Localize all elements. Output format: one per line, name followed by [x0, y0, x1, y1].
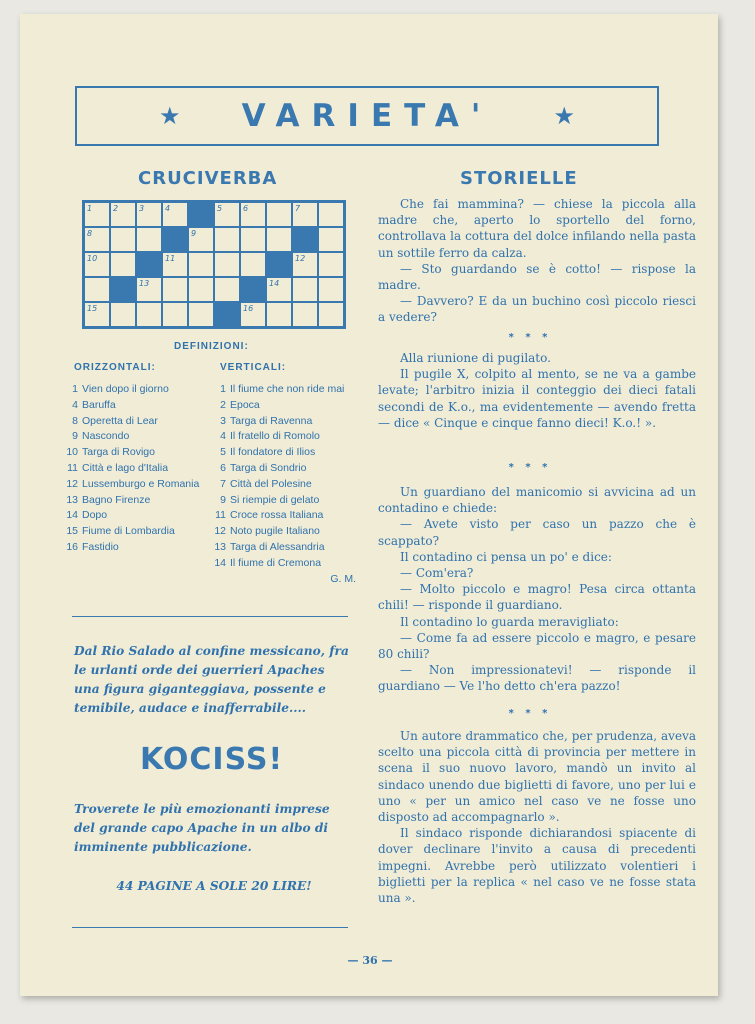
definition-number: 13 — [66, 493, 78, 506]
definition-number: 12 — [214, 525, 226, 538]
definition-item — [208, 477, 358, 493]
definition-item — [60, 414, 210, 430]
crossword-cell-number: 15 — [87, 304, 98, 313]
definition-number: 16 — [66, 540, 78, 553]
definition-text: Nascondo — [82, 430, 130, 443]
crossword-black-cell — [136, 252, 162, 277]
crossword-cell — [84, 302, 110, 327]
crossword-cell-number: 7 — [295, 204, 301, 213]
definition-number: 15 — [66, 525, 78, 538]
star-left-icon: ★ — [159, 102, 181, 130]
crossword-cell — [266, 202, 292, 227]
definition-text: Targa di Rovigo — [82, 446, 155, 459]
divider-bottom — [72, 927, 348, 928]
crossword-cell-number: 13 — [139, 279, 150, 288]
definition-text: Bagno Firenze — [82, 493, 151, 506]
definition-item — [60, 461, 210, 477]
crossword-cell — [84, 202, 110, 227]
crossword-cell — [318, 277, 344, 302]
definition-text: Croce rossa Italiana — [230, 509, 324, 522]
divider-top — [72, 616, 348, 617]
page-title: VARIETA' — [241, 98, 493, 134]
story-paragraph: Il contadino ci pensa un po' e dice: — [400, 549, 612, 564]
crossword-cell — [136, 302, 162, 327]
definition-item — [208, 461, 358, 477]
crossword-black-cell — [162, 227, 188, 252]
crossword-cell-number: 11 — [165, 254, 176, 263]
stories-title: STORIELLE — [460, 168, 578, 189]
story-4 — [378, 728, 696, 906]
vertical-heading: VERTICALI: — [220, 362, 287, 373]
definition-number: 7 — [220, 477, 226, 490]
crossword-cell — [318, 302, 344, 327]
crossword-black-cell — [110, 277, 136, 302]
crossword-cell — [240, 202, 266, 227]
ad-headline: KOCISS! — [140, 742, 284, 777]
definition-item — [208, 382, 358, 398]
crossword-cell — [188, 302, 214, 327]
crossword-cell — [110, 227, 136, 252]
story-paragraph: — Sto guardando se è cotto! — rispose la madre. — [378, 261, 696, 293]
crossword-cell — [266, 302, 292, 327]
crossword-cell-number: 1 — [87, 204, 93, 213]
crossword-cell — [240, 227, 266, 252]
crossword-cell — [240, 252, 266, 277]
story-paragraph: — Non impressionatevi! — risponde il guardiano — Ve l'ho detto ch'era pazzo! — [378, 663, 696, 694]
definition-item — [60, 429, 210, 445]
story-paragraph: Che fai mammina? — chiese la piccola alla madre che, aperto lo sportello del forno, controllava la cottura del dolce infilando nella pasta un sottile ferro da calza. — [378, 197, 696, 260]
crossword-cell-number: 3 — [139, 204, 145, 213]
crossword-cell — [318, 202, 344, 227]
crossword-cell — [214, 202, 240, 227]
definition-text: Il fiume di Cremona — [230, 556, 322, 569]
definition-item — [208, 398, 358, 414]
definition-text: Città e lago d'Italia — [82, 461, 169, 474]
crossword-cell — [292, 277, 318, 302]
crossword-cell-number: 5 — [217, 204, 223, 213]
definition-number: 2 — [220, 398, 226, 411]
story-1 — [378, 196, 696, 326]
vertical-definitions — [208, 382, 358, 587]
definition-text: Il fratello di Romolo — [230, 430, 320, 443]
story-paragraph: — Molto piccolo e magro! Pesa circa ottanta chili! — risponde il guardiano. — [378, 582, 696, 613]
crossword-cell — [188, 277, 214, 302]
crossword-cell — [110, 302, 136, 327]
definition-number: 9 — [72, 430, 78, 443]
crossword-cell — [240, 302, 266, 327]
definition-number: 13 — [214, 540, 226, 553]
story-paragraph: — Avete visto per caso un pazzo che è scappato? — [378, 517, 696, 548]
crossword-cell — [266, 227, 292, 252]
definition-number: 3 — [220, 414, 226, 427]
definition-item — [208, 508, 358, 524]
definition-item — [60, 493, 210, 509]
story-paragraph: Il pugile X, colpito al mento, se ne va a gambe levate; l'arbitro inizia il conteggio dei dieci fatali secondi de K.o., ma evidentemente — avendo fretta — dice « Cinque e cinque fanno dieci! K.o.! ». — [378, 367, 696, 430]
definition-text: Dopo — [82, 509, 108, 522]
crossword-cell — [214, 252, 240, 277]
crossword-cell-number: 9 — [191, 229, 197, 238]
definition-item — [60, 540, 210, 556]
story-paragraph: Un guardiano del manicomio si avvicina ad un contadino e chiede: — [378, 485, 696, 516]
definition-text: Targa di Sondrio — [230, 461, 307, 474]
story-paragraph: Un autore drammatico che, per prudenza, aveva scelto una piccola città di provincia per mettere in scena il suo nuovo lavoro, mandò un invito al sindaco unendo due biglietti di favore, uno per lui e uno « per un amico nel caso ve ne fosse uno disposto ad accompagnarlo ». — [378, 729, 696, 825]
crossword-cell — [162, 277, 188, 302]
crossword-cell-number: 10 — [87, 254, 98, 263]
definition-text: Fastidio — [82, 540, 119, 553]
definition-number: 14 — [214, 556, 226, 569]
definition-item — [208, 414, 358, 430]
definitions-heading: DEFINIZIONI: — [174, 341, 249, 352]
crossword-cell — [136, 227, 162, 252]
definition-text: Il fondatore di Ilios — [230, 446, 316, 459]
definition-item — [60, 477, 210, 493]
definition-text: Fiume di Lombardia — [82, 525, 175, 538]
definition-item — [60, 382, 210, 398]
crossword-cell — [110, 252, 136, 277]
crossword-cell — [214, 227, 240, 252]
definition-number: 11 — [215, 509, 226, 522]
crossword-title: CRUCIVERBA — [138, 168, 278, 189]
story-2 — [378, 350, 696, 431]
definition-item — [208, 445, 358, 461]
crossword-black-cell — [188, 202, 214, 227]
definition-number: 9 — [220, 493, 226, 506]
crossword-black-cell — [266, 252, 292, 277]
crossword-cell — [84, 252, 110, 277]
definition-number: 4 — [72, 398, 78, 411]
definition-text: Lussemburgo e Romania — [82, 477, 200, 490]
story-paragraph: Il contadino lo guarda meravigliato: — [400, 614, 619, 629]
crossword-cell — [292, 252, 318, 277]
definition-number: 6 — [220, 461, 226, 474]
definition-item — [208, 524, 358, 540]
definition-item — [60, 445, 210, 461]
definition-item — [208, 429, 358, 445]
definition-item — [208, 556, 358, 572]
horizontal-heading: ORIZZONTALI: — [74, 362, 156, 373]
crossword-cell — [162, 202, 188, 227]
page-number: — 36 — — [347, 954, 393, 967]
definition-text: Città del Polesine — [230, 477, 312, 490]
crossword-cell — [214, 277, 240, 302]
ad-intro: Dal Rio Salado al confine messicano, fra le urlanti orde dei guerrieri Apaches una figura giganteggiava, possente e temibile, audace e inafferrabile.... — [74, 644, 349, 715]
separator-2: * * * — [508, 462, 552, 473]
definition-text: Epoca — [230, 398, 260, 411]
definition-item — [60, 508, 210, 524]
definition-text: Targa di Alessandria — [230, 540, 325, 553]
crossword-cell — [84, 227, 110, 252]
definition-text: Targa di Ravenna — [230, 414, 313, 427]
crossword-cell-number: 16 — [243, 304, 254, 313]
definition-text: Operetta di Lear — [82, 414, 158, 427]
crossword-black-cell — [240, 277, 266, 302]
crossword-cell-number: 2 — [113, 204, 119, 213]
crossword-cell — [318, 252, 344, 277]
story-paragraph: — Come fa ad essere piccolo e magro, e pesare 80 chili? — [378, 630, 696, 662]
crossword-cell-number: 4 — [165, 204, 171, 213]
crossword-cell — [266, 277, 292, 302]
crossword-cell-number: 12 — [295, 254, 306, 263]
definition-number: 14 — [66, 509, 78, 522]
crossword-black-cell — [214, 302, 240, 327]
title-box — [75, 86, 659, 146]
definition-item — [60, 524, 210, 540]
ad-price: 44 PAGINE A SOLE 20 LIRE! — [116, 879, 312, 893]
story-paragraph: — Davvero? E da un buchino così piccolo riesci a vedere? — [378, 294, 696, 325]
story-paragraph: — Com'era? — [400, 566, 474, 581]
crossword-black-cell — [292, 227, 318, 252]
definition-item — [208, 493, 358, 509]
crossword-cell — [292, 302, 318, 327]
definition-number: 12 — [66, 477, 78, 490]
definition-text: Il fiume che non ride mai — [230, 383, 345, 395]
definition-item — [208, 540, 358, 556]
definition-number: 10 — [66, 446, 78, 459]
separator-1: * * * — [508, 332, 552, 343]
definition-text: Si riempie di gelato — [230, 493, 320, 506]
definition-item — [60, 398, 210, 414]
definition-number: 11 — [67, 461, 78, 474]
definition-number: 8 — [72, 414, 78, 427]
crossword-cell — [292, 202, 318, 227]
definition-number: 4 — [220, 430, 226, 443]
story-paragraph: Alla riunione di pugilato. — [400, 351, 551, 365]
crossword-cell-number: 14 — [269, 279, 280, 288]
crossword-cell — [110, 202, 136, 227]
definition-number: 1 — [72, 383, 78, 395]
separator-3: * * * — [508, 708, 552, 719]
definition-text: Baruffa — [82, 398, 116, 411]
magazine-page — [20, 14, 718, 996]
definition-text: Vien dopo il giorno — [82, 383, 169, 395]
crossword-cell — [136, 202, 162, 227]
crossword-cell — [136, 277, 162, 302]
crossword-cell — [84, 277, 110, 302]
crossword-cell — [188, 252, 214, 277]
definition-text: Noto pugile Italiano — [230, 525, 320, 538]
star-right-icon: ★ — [553, 102, 575, 130]
crossword-cell — [162, 252, 188, 277]
story-paragraph: Il sindaco risponde dichiarandosi spiacente di dover declinare l'invito a causa di precedenti impegni. Avrebbe però utilizzato volentieri i biglietti per la replica « nel caso ve ne fosse stata una ». — [378, 826, 696, 906]
story-3 — [378, 484, 696, 695]
crossword-cell — [162, 302, 188, 327]
horizontal-definitions — [60, 382, 210, 556]
crossword-cell-number: 8 — [87, 229, 93, 238]
ad-body: Troverete le più emozionanti imprese del grande capo Apache in un albo di imminente pubblicazione. — [74, 802, 330, 854]
definition-number: 1 — [220, 383, 226, 395]
definition-number: 5 — [220, 446, 226, 459]
crossword-cell-number: 6 — [243, 204, 249, 213]
crossword-cell — [188, 227, 214, 252]
crossword-grid — [82, 200, 346, 329]
crossword-signature: G. M. — [330, 572, 356, 585]
crossword-cell — [318, 227, 344, 252]
